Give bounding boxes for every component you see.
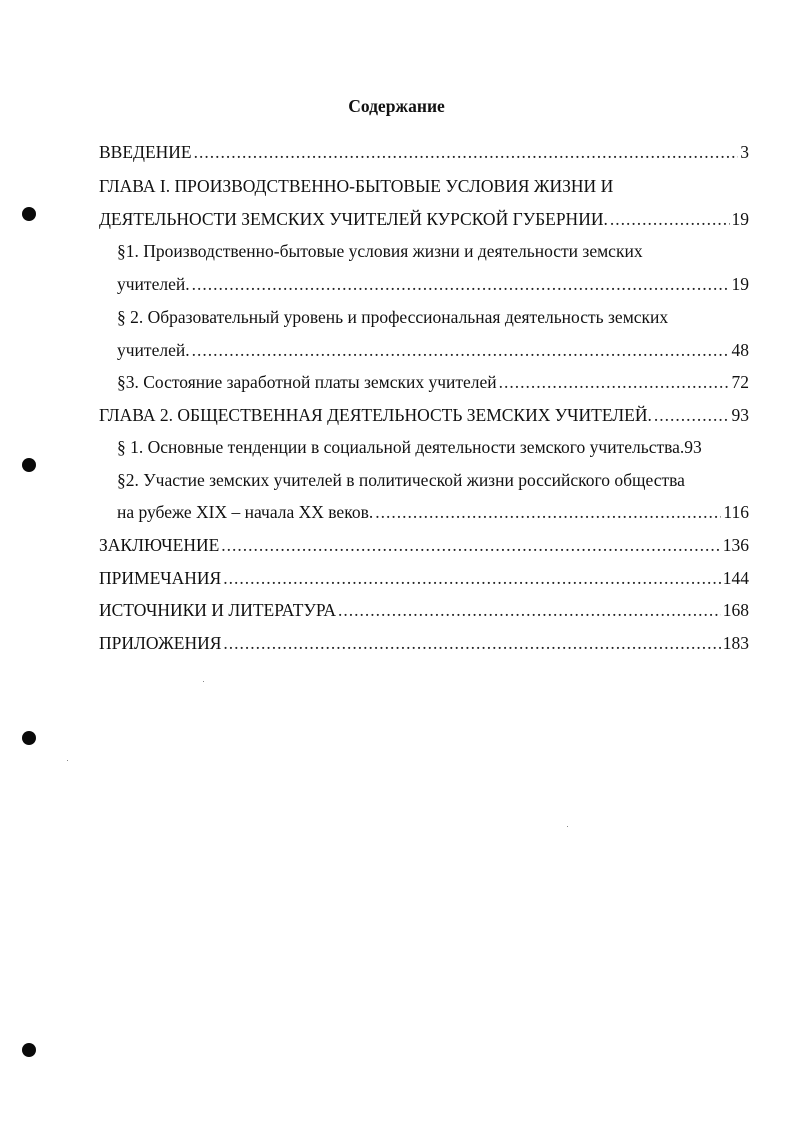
- toc-page-number: 72: [731, 372, 749, 392]
- toc-entry: [99, 568, 749, 588]
- toc-entry: [99, 535, 749, 555]
- dot-leader: [194, 142, 739, 162]
- toc-page-number: 3: [740, 142, 749, 162]
- toc-page-number: 116: [723, 502, 749, 522]
- toc-entry: [117, 502, 749, 522]
- dot-leader: [338, 600, 721, 620]
- punch-hole: [22, 1043, 36, 1057]
- toc-entry: ГЛАВА I. ПРОИЗВОДСТВЕННО-БЫТОВЫЕ УСЛОВИЯ ЖИЗНИ И: [99, 176, 614, 196]
- toc-entry: [99, 600, 749, 620]
- dot-leader: [223, 568, 721, 588]
- toc-page-number: 136: [722, 535, 749, 555]
- toc-entry: [99, 633, 749, 653]
- toc-entry-text: ДЕЯТЕЛЬНОСТИ ЗЕМСКИХ УЧИТЕЛЕЙ КУРСКОЙ ГУБЕРНИИ.: [99, 209, 608, 229]
- toc-page-number: 48: [731, 340, 749, 360]
- toc-page-number: 183: [722, 633, 749, 653]
- toc-entry: [117, 274, 749, 294]
- toc-title: Содержание: [348, 96, 445, 116]
- toc-entry-text: §3. Состояние заработной платы земских учителей: [117, 372, 497, 392]
- dot-leader: [375, 502, 721, 522]
- toc-page-number: 19: [731, 274, 749, 294]
- toc-entry: [99, 209, 749, 229]
- dot-leader: [223, 633, 720, 653]
- toc-page-number: 93: [731, 405, 749, 425]
- toc-entry-text: ГЛАВА 2. ОБЩЕСТВЕННАЯ ДЕЯТЕЛЬНОСТЬ ЗЕМСКИХ УЧИТЕЛЕЙ.: [99, 405, 652, 425]
- toc-entry-text: ЗАКЛЮЧЕНИЕ: [99, 535, 220, 555]
- punch-hole: [22, 731, 36, 745]
- toc-entry: §1. Производственно-бытовые условия жизни и деятельности земских: [117, 241, 643, 261]
- toc-entry-text: на рубеже XIX – начала XX веков.: [117, 502, 374, 522]
- dot-leader: [610, 209, 730, 229]
- punch-hole: [22, 458, 36, 472]
- dot-leader: [499, 372, 730, 392]
- scan-speck: [567, 826, 568, 827]
- toc-entry: [117, 372, 749, 392]
- toc-entry: [99, 405, 749, 425]
- dot-leader: [654, 405, 730, 425]
- toc-entry-text: ПРИМЕЧАНИЯ: [99, 568, 222, 588]
- scan-speck: [203, 681, 204, 682]
- toc-entry: §2. Участие земских учителей в политической жизни российского общества: [117, 470, 685, 490]
- toc-entry-text: ПРИЛОЖЕНИЯ: [99, 633, 222, 653]
- toc-entry-text: учителей.: [117, 340, 190, 360]
- dot-leader: [192, 340, 730, 360]
- toc-entry: [117, 340, 749, 360]
- scan-speck: [67, 760, 68, 761]
- toc-entry: [99, 142, 749, 162]
- toc-entry: § 1. Основные тенденции в социальной деятельности земского учительства.93: [117, 437, 702, 457]
- dot-leader: [221, 535, 720, 555]
- toc-entry-text: ВВЕДЕНИЕ: [99, 142, 192, 162]
- toc-page-number: 144: [722, 568, 749, 588]
- toc-entry-text: ИСТОЧНИКИ И ЛИТЕРАТУРА: [99, 600, 337, 620]
- toc-page-number: 19: [731, 209, 749, 229]
- dot-leader: [192, 274, 730, 294]
- punch-hole: [22, 207, 36, 221]
- toc-page-number: 168: [722, 600, 749, 620]
- toc-entry: § 2. Образовательный уровень и профессиональная деятельность земских: [117, 307, 669, 327]
- toc-entry-text: учителей.: [117, 274, 190, 294]
